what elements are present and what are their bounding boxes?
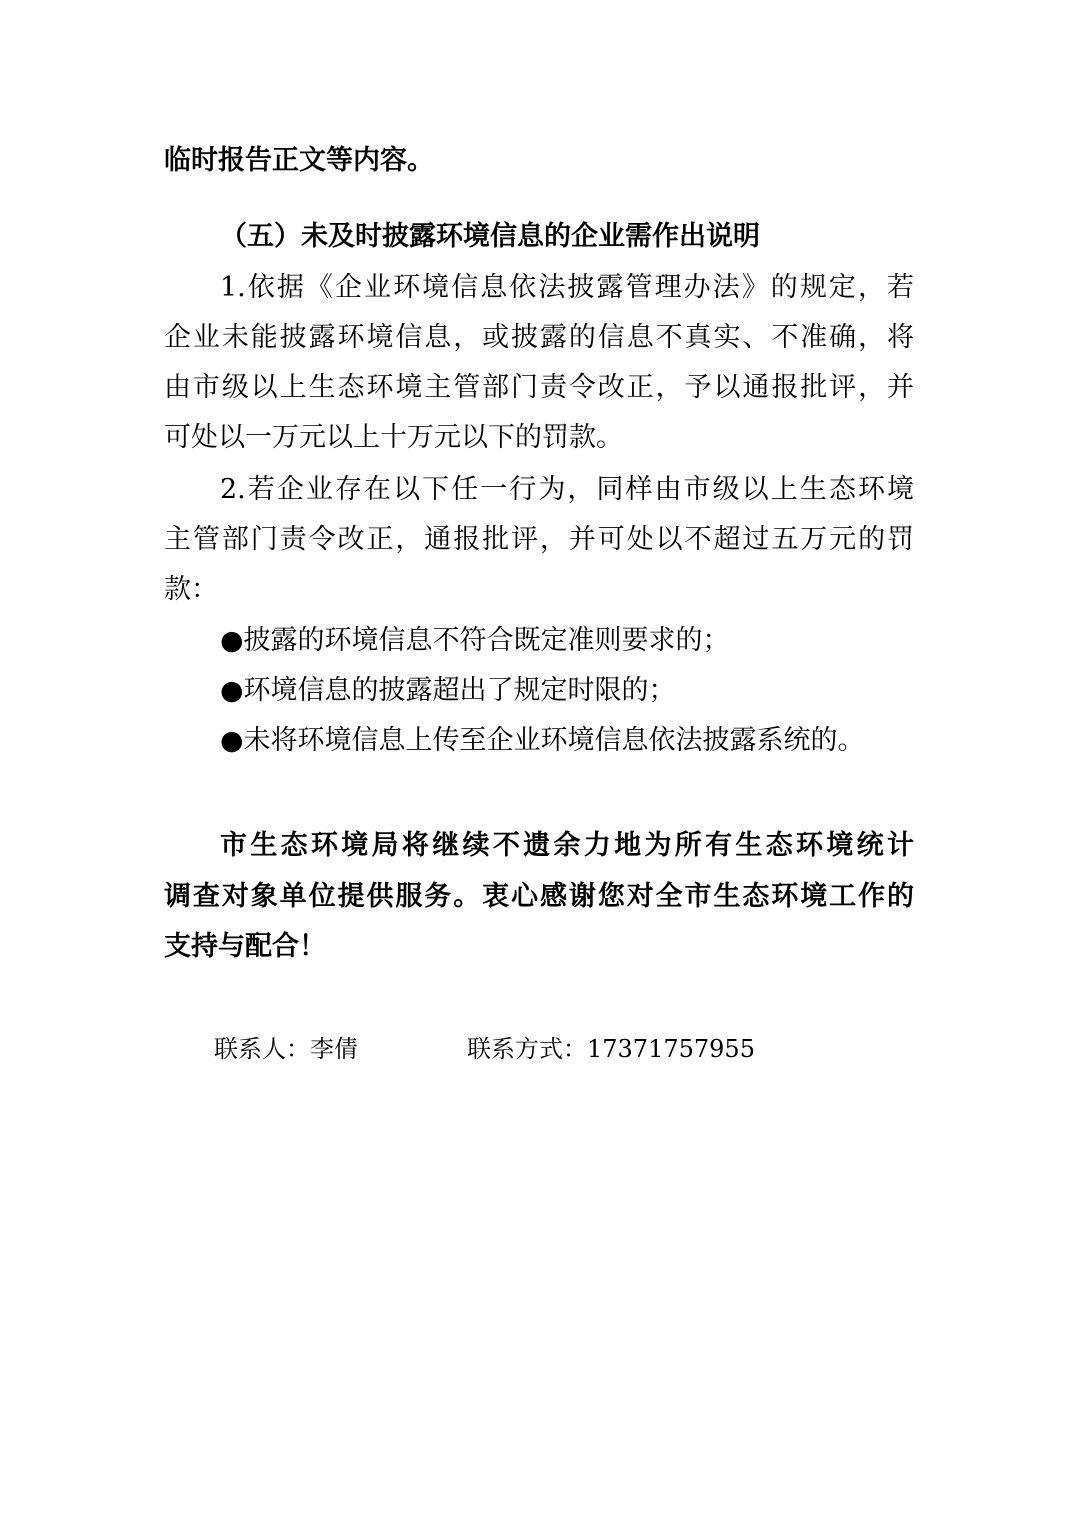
bullet-item: ●披露的环境信息不符合既定准则要求的； [220, 625, 730, 656]
closing-line: 调查对象单位提供服务。衷心感谢您对全市生态环境工作的 [164, 881, 914, 912]
paragraph-line: 1.依据《企业环境信息依法披露管理办法》的规定，若 [220, 272, 914, 303]
closing-line: 市生态环境局将继续不遗余力地为所有生态环境统计 [220, 830, 914, 861]
closing-line: 支持与配合！ [164, 931, 326, 962]
bullet-item: ●未将环境信息上传至企业环境信息依法披露系统的。 [220, 725, 865, 756]
paragraph-line: 主管部门责令改正，通报批评，并可处以不超过五万元的罚 [164, 524, 914, 555]
paragraph-line: 款： [164, 574, 218, 605]
paragraph-line: 可处以一万元以上十万元以下的罚款。 [164, 422, 623, 453]
contact-person: 联系人：李倩 [214, 1035, 358, 1063]
paragraph-line: 2.若企业存在以下任一行为，同样由市级以上生态环境 [220, 474, 914, 505]
paragraph-line: 由市级以上生态环境主管部门责令改正，予以通报批评，并 [164, 372, 914, 403]
contact-phone: 联系方式：17371757955 [467, 1035, 755, 1063]
paragraph-line: 临时报告正文等内容。 [164, 145, 434, 176]
bullet-item: ●环境信息的披露超出了规定时限的； [220, 675, 676, 706]
section-heading: （五）未及时披露环境信息的企业需作出说明 [220, 221, 760, 252]
paragraph-line: 企业未能披露环境信息，或披露的信息不真实、不准确，将 [164, 322, 914, 353]
